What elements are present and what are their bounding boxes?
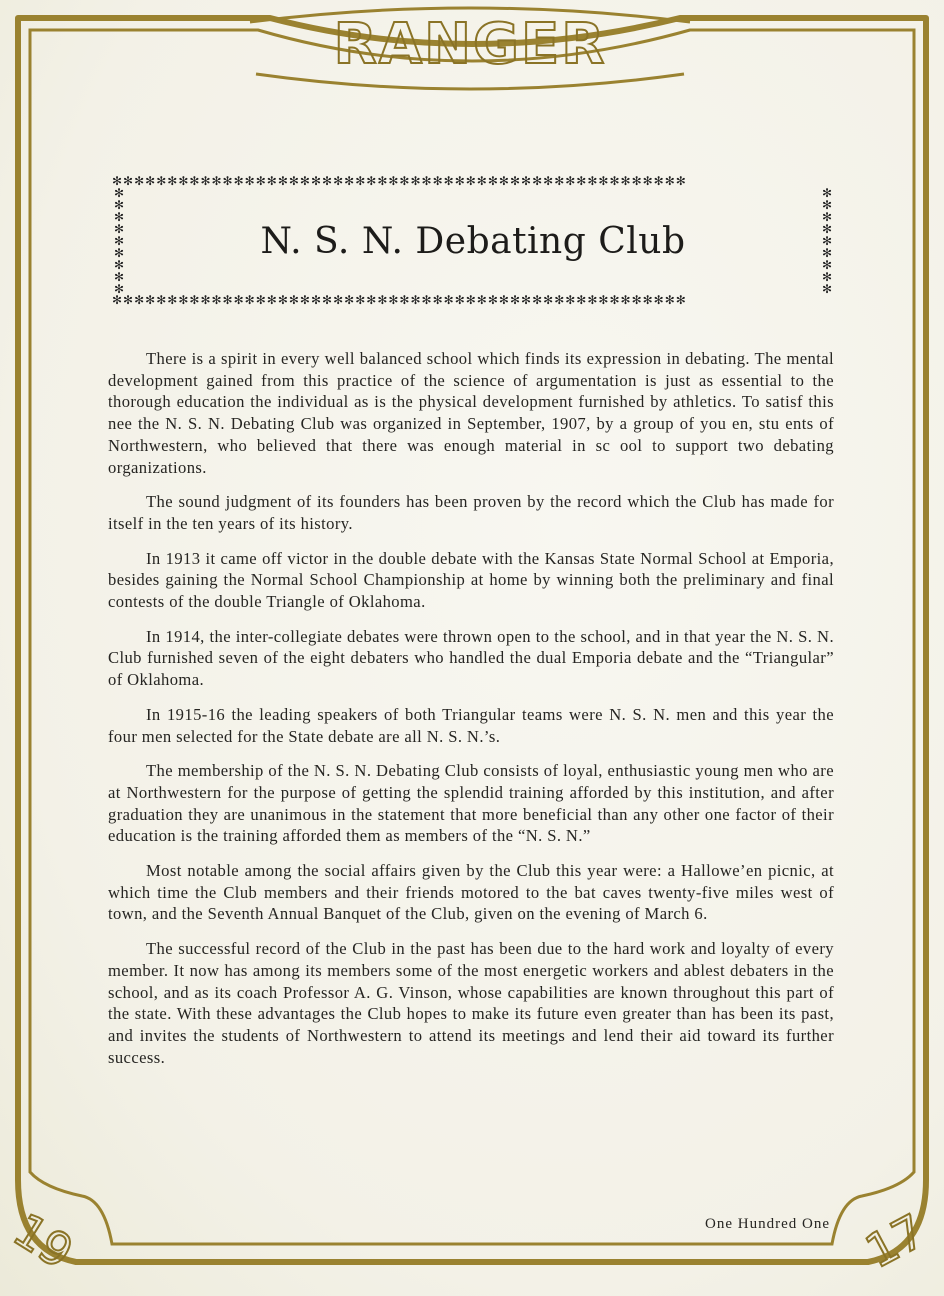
paragraph: The membership of the N. S. N. Debating Club consists of loyal, enthusiastic young men who are at Northwestern for the purpose of getting the splendid training afforded by this institution, and after graduation they are unanimous in the statement that more beneficial than any other one factor of their education is the training afforded them as members of the “N. S. N.” — [108, 761, 834, 846]
paragraph: In 1914, the inter-collegiate debates were thrown open to the school, and in that year the N. S. N. Club furnished seven of the eight debaters who handled the dual Emporia debate and the “Triangular” of Oklahoma. — [108, 626, 834, 690]
paragraph: The successful record of the Club in the past has been due to the hard work and loyalty of every member. It now has among its members some of the most energetic workers and ablest debaters in the school, and as its coach Professor A. G. Vinson, whose capabilities are known throughout this part of the state. With these advantages the Club hopes to make its future even greater than has been its past, and invites the students of Northwestern to attend its meetings and lend their aid toward its further success. — [108, 939, 834, 1067]
star-border-right: ✻ ✻ ✻ ✻ ✻ ✻ ✻ ✻ ✻ — [821, 187, 833, 295]
masthead-ranger: RANGER — [333, 12, 607, 77]
paragraph: In 1915-16 the leading speakers of both Triangular teams were N. S. N. men and this year the four men selected for the State debate are all N. S. N.’s. — [108, 704, 834, 746]
star-border-left: ✻ ✻ ✻ ✻ ✻ ✻ ✻ ✻ ✻ — [113, 187, 125, 295]
year-left-digits: 19 — [4, 1202, 83, 1280]
paragraph: In 1913 it came off victor in the double debate with the Kansas State Normal School at Emporia, besides gaining the Normal School Championship at home by winning both the preliminary and final contests of the double Triangle of Oklahoma. — [108, 548, 834, 612]
year-right-digits: 17 — [856, 1203, 934, 1279]
paragraph: The sound judgment of its founders has been proven by the record which the Club has made for itself in the ten years of its history. — [108, 492, 834, 533]
page-title: N. S. N. Debating Club — [260, 221, 686, 262]
star-border-bottom: ✻✻✻✻✻✻✻✻✻✻✻✻✻✻✻✻✻✻✻✻✻✻✻✻✻✻✻✻✻✻✻✻✻✻✻✻✻✻✻✻✻✻✻✻✻✻✻✻✻✻✻✻ — [112, 293, 687, 307]
page-number-label: One Hundred One — [705, 1216, 830, 1232]
paragraph: There is a spirit in every well balanced school which finds its expression in debating. The mental development gained from this practice of the science of argumentation is just as essential to the thorough education the individual as is the physical development furnished by athletics. To satisf this nee the N. S. N. Debating Club was organized in September, 1907, by a group of you en, stu ents of Northwestern, who believed that there was enough material in sc ool to support two debating organizations. — [108, 349, 834, 477]
article-body — [108, 348, 834, 1081]
paragraph: Most notable among the social affairs given by the Club this year were: a Hallowe’en picnic, at which time the Club members and their friends motored to the bat caves twenty-five miles west of town, and the Seventh Annual Banquet of the Club, given on the evening of March 6. — [108, 861, 834, 924]
title-box — [112, 173, 834, 308]
star-border-top: ✻✻✻✻✻✻✻✻✻✻✻✻✻✻✻✻✻✻✻✻✻✻✻✻✻✻✻✻✻✻✻✻✻✻✻✻✻✻✻✻✻✻✻✻✻✻✻✻✻✻✻✻ — [112, 174, 687, 188]
